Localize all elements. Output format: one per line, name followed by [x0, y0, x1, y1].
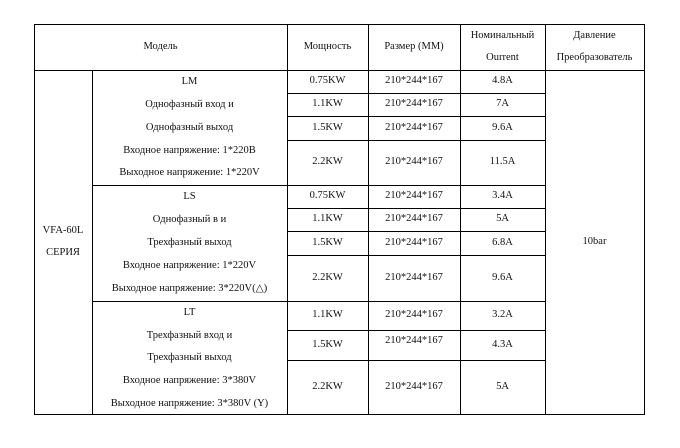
group-desc-line: Входное напряжение: 3*380V: [122, 374, 257, 386]
table-cell-current: 3.4A: [492, 190, 513, 202]
table-cell-power: 0.75KW: [309, 75, 346, 87]
header-power: Мощность: [303, 40, 352, 52]
header-current-line2: Ourrent: [486, 51, 519, 63]
table-cell-current: 4.3A: [492, 338, 513, 350]
header-current: [460, 24, 545, 70]
table-cell-power: 1.1KW: [312, 213, 343, 225]
series-name: VFA-60L: [42, 224, 84, 236]
header-current-line1: Номинальный: [470, 30, 535, 42]
group-desc-line: Однофазный выход: [145, 121, 234, 133]
header-pressure-line2: Преобразователь: [556, 51, 633, 63]
table-cell-power: 1.1KW: [312, 309, 343, 321]
table-cell-current: 6.8A: [492, 236, 513, 248]
header-pressure: [545, 24, 644, 70]
table-cell-size: 210*244*167: [385, 271, 443, 283]
pressure-value: 10bar: [582, 235, 607, 247]
table-cell-size: 210*244*167: [385, 334, 443, 346]
header-size: Размер (MM): [384, 40, 444, 52]
table-cell-power: 0.75KW: [309, 190, 346, 202]
group-desc-line: Выходное напряжение: 3*380V (Y): [110, 397, 269, 409]
table-cell-power: 1.5KW: [312, 236, 343, 248]
table-cell-power: 2.2KW: [312, 156, 343, 168]
table-cell-current: 5A: [496, 213, 509, 225]
table-cell-power: 1.1KW: [312, 98, 343, 110]
series-label: СЕРИЯ: [46, 247, 80, 258]
table-cell-size: 210*244*167: [385, 380, 443, 392]
header-pressure-line1: Давление: [573, 30, 616, 42]
group-name: LM: [181, 75, 198, 87]
table-cell-size: 210*244*167: [385, 213, 443, 225]
table-cell-size: 210*244*167: [385, 75, 443, 87]
group-desc-line: Входное напряжение: 1*220В: [123, 144, 256, 156]
table-cell-size: 210*244*167: [385, 309, 443, 321]
table-cell-current: 3.2A: [492, 309, 513, 321]
table-cell-size: 210*244*167: [385, 156, 443, 168]
series-cell: [34, 70, 92, 414]
group-desc-line: Однофазный вход и: [145, 98, 234, 110]
group-name: LT: [183, 306, 196, 318]
group-desc-line: Трехфазный вход и: [146, 329, 233, 341]
group-desc-line: Трехфазный выход: [147, 351, 232, 363]
table-cell-current: 9.6A: [492, 121, 513, 133]
table-cell-power: 2.2KW: [312, 380, 343, 392]
table-cell-size: 210*244*167: [385, 98, 443, 110]
table-cell-current: 5A: [496, 380, 509, 392]
table-cell-size: 210*244*167: [385, 121, 443, 133]
table-border: [34, 414, 645, 415]
group-desc-line: Выходное напряжение: 3*220V(△): [111, 282, 268, 294]
table-cell-power: 1.5KW: [312, 121, 343, 133]
group-desc-line: Однофазный в и: [152, 213, 227, 225]
table-cell-current: 7A: [496, 98, 509, 110]
table-cell-current: 11.5A: [489, 156, 516, 168]
table-cell-size: 210*244*167: [385, 190, 443, 202]
table-cell-current: 9.6A: [492, 271, 513, 283]
table-cell-power: 1.5KW: [312, 338, 343, 350]
table-cell-size: 210*244*167: [385, 236, 443, 248]
table-cell-power: 2.2KW: [312, 271, 343, 283]
header-model: Модель: [143, 40, 178, 52]
table-cell-current: 4.8A: [492, 75, 513, 87]
table-border: [644, 24, 645, 414]
group-desc-line: Трехфазный выход: [147, 236, 232, 248]
group-desc-line: Входное напряжение: 1*220V: [122, 259, 257, 271]
group-name: LS: [183, 190, 196, 202]
group-desc-line: Выходное напряжение: 1*220V: [119, 166, 260, 178]
